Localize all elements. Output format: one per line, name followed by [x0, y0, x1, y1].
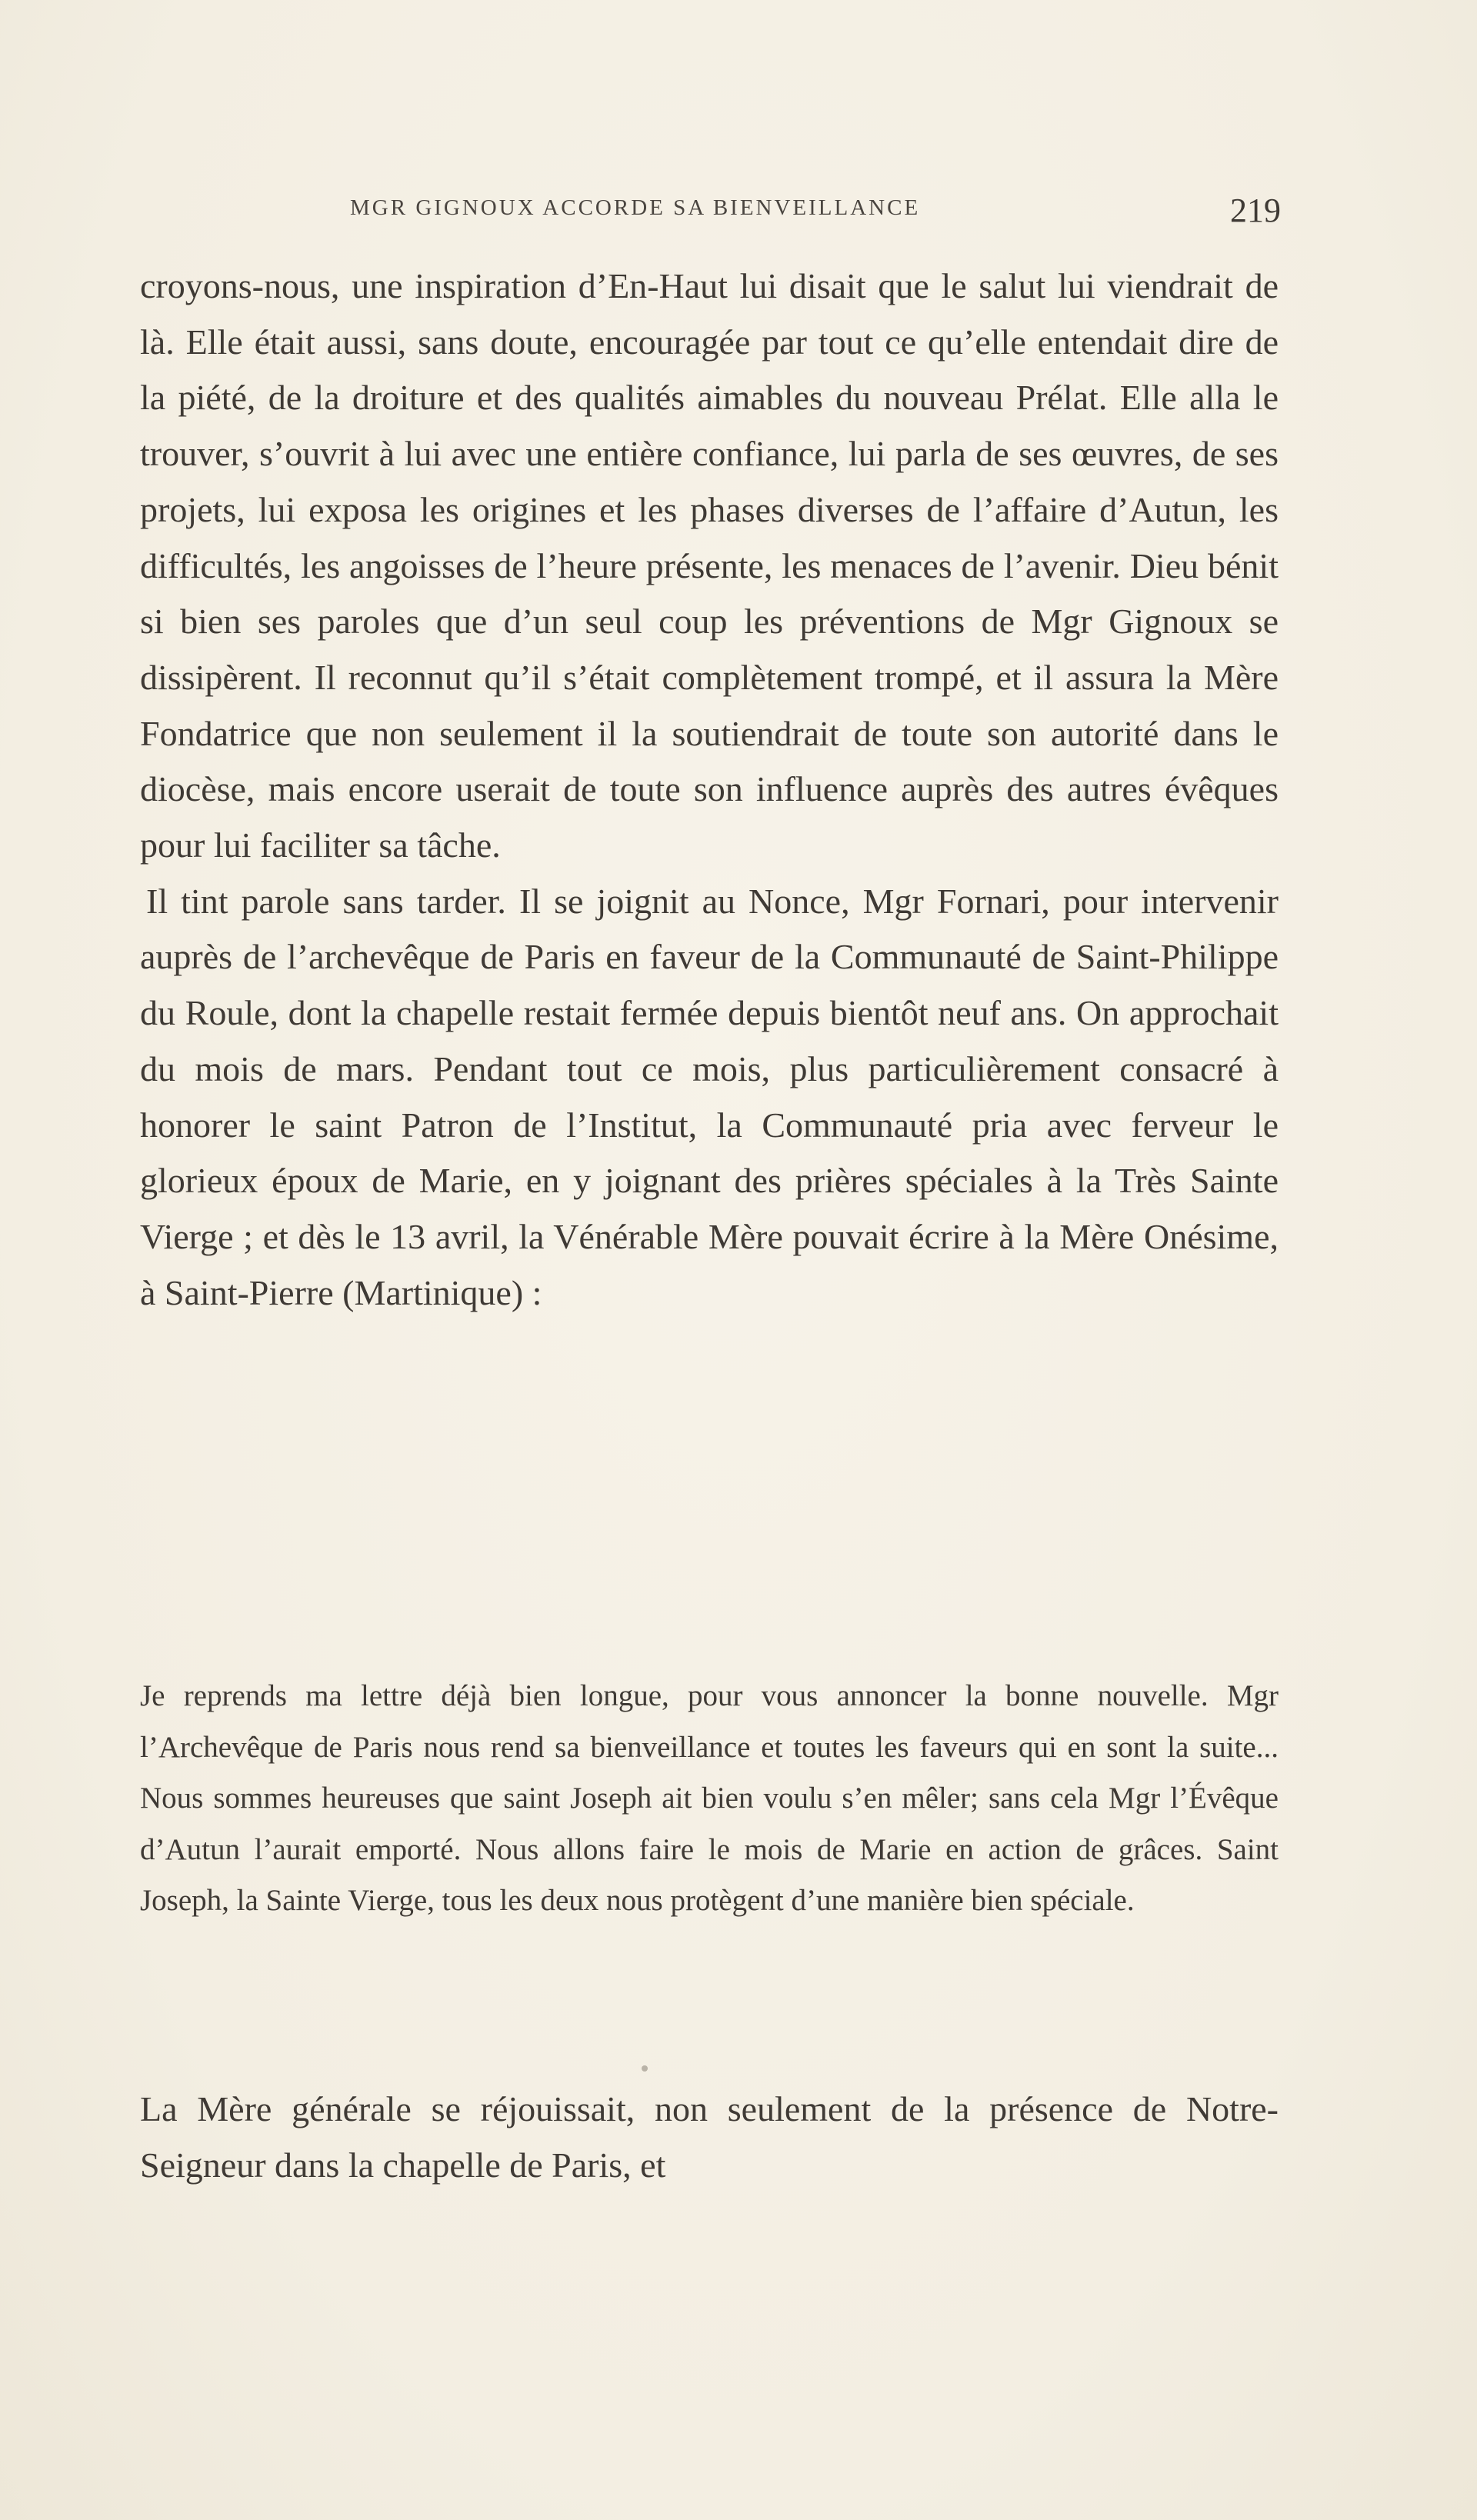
running-head: MGR GIGNOUX ACCORDE SA BIENVEILLANCE	[350, 195, 921, 220]
letter-quote	[140, 1671, 1279, 1927]
quote-text: Je reprends ma lettre déjà bien longue, pour vous annoncer la bonne nouvelle. Mgr l’Archevêque de Paris nous rend sa bienveillance et toutes les faveurs qui en sont la suite... Nous sommes heureuses que saint Joseph ait bien voulu s’en mêler; sans cela Mgr l’Évêque d’Autun l’aurait emporté. Nous allons faire le mois de Marie en action de grâces. Saint Joseph, la Sainte Vierge, tous les deux nous protègent d’une manière bien spéciale.	[140, 1679, 1279, 1918]
closing-text	[140, 2082, 1279, 2193]
page-header	[350, 191, 1281, 229]
main-text	[140, 258, 1279, 1321]
paragraph-1: croyons-nous, une inspiration d’En-Haut lui disait que le salut lui viendrait de là. Elle était aussi, sans doute, encouragée par tout ce qu’elle entendait dire de la piété, de la droiture et des qualités aimables du nouveau Prélat. Elle alla le trouver, s’ouvrit à lui avec une entière confiance, lui parla de ses œuvres, de ses projets, lui exposa les origines et les phases diverses de l’affaire d’Autun, les difficultés, les angoisses de l’heure présente, les menaces de l’avenir. Dieu bénit si bien ses paroles que d’un seul coup les préventions de Mgr Gignoux se dissipèrent. Il reconnut qu’il s’était complètement trompé, et il assura la Mère Fondatrice que non seulement il la soutiendrait de toute son autorité dans le diocèse, mais encore userait de toute son influence auprès des autres évêques pour lui faciliter sa tâche.	[140, 266, 1279, 865]
ink-dot	[642, 2065, 648, 2072]
page-number: 219	[1230, 192, 1281, 229]
closing-paragraph: La Mère générale se réjouissait, non seulement de la présence de Notre-Seigneur dans la chapelle de Paris, et	[140, 2089, 1279, 2185]
paragraph-2: Il tint parole sans tarder. Il se joignit au Nonce, Mgr Fornari, pour intervenir auprès de l’archevêque de Paris en faveur de la Communauté de Saint-Philippe du Roule, dont la chapelle restait fermée depuis bientôt neuf ans. On approchait du mois de mars. Pendant tout ce mois, plus particulièrement consacré à honorer le saint Patron de l’Institut, la Communauté pria avec ferveur le glorieux époux de Marie, en y joignant des prières spéciales à la Très Sainte Vierge ; et dès le 13 avril, la Vénérable Mère pouvait écrire à la Mère Onésime, à Saint-Pierre (Martinique) :	[140, 881, 1279, 1312]
